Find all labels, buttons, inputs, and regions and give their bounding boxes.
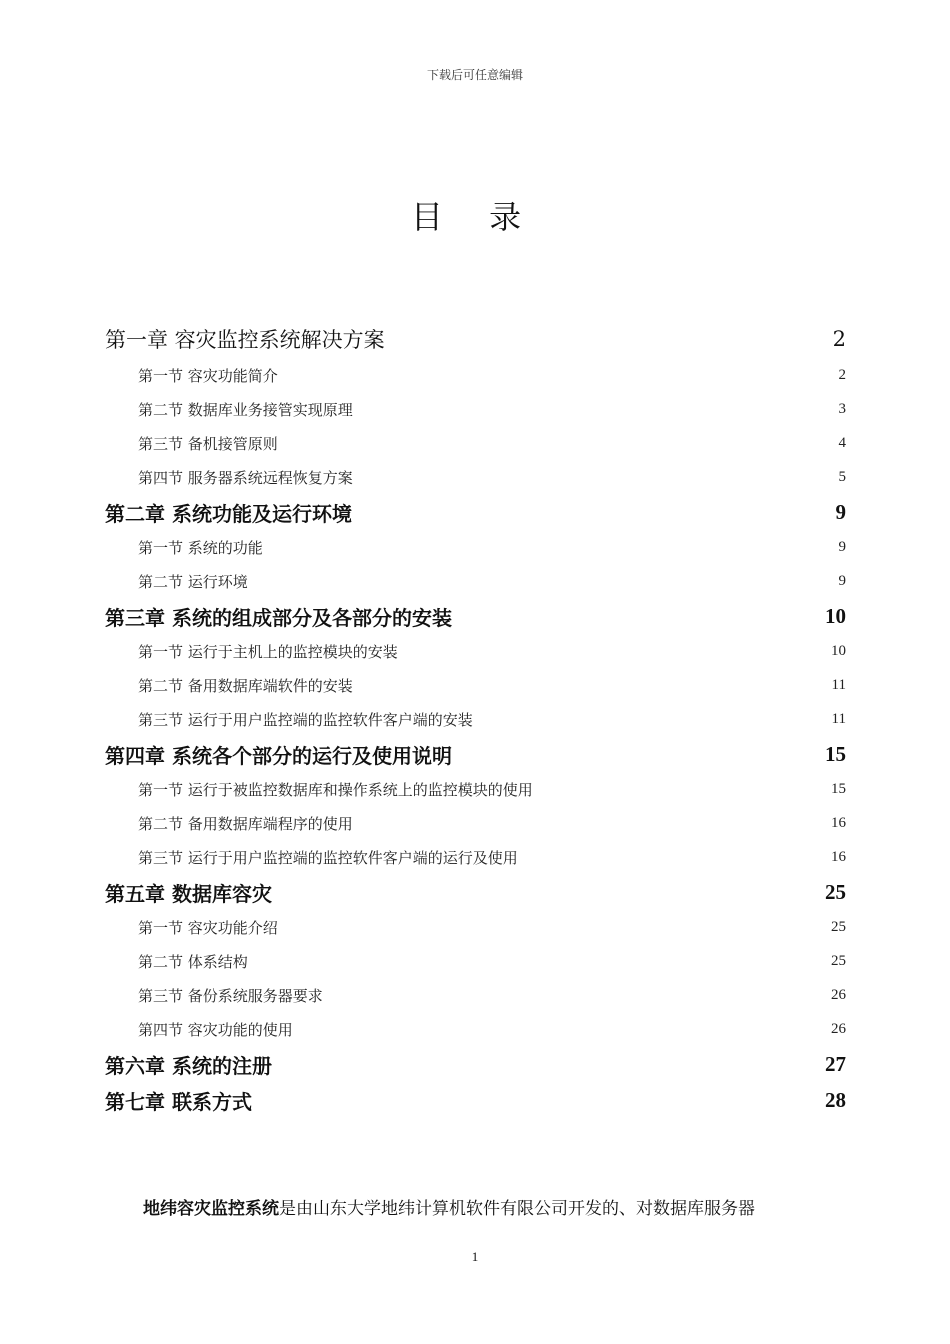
toc-section-row[interactable] xyxy=(105,634,846,668)
toc-section-row[interactable] xyxy=(105,392,846,426)
toc-entry-title: 第四章 系统各个部分的运行及使用说明 xyxy=(105,743,452,768)
toc-entry-page: 9 xyxy=(838,572,846,589)
toc-entry-title: 第三节 运行于用户监控端的监控软件客户端的安装 xyxy=(138,710,473,729)
toc-entry-page: 26 xyxy=(831,986,846,1003)
toc-section-row[interactable] xyxy=(105,806,846,840)
intro-paragraph xyxy=(105,1194,846,1219)
toc-section-row[interactable] xyxy=(105,668,846,702)
toc-entry-title: 第四节 服务器系统远程恢复方案 xyxy=(138,468,353,487)
toc-entry-title: 第三章 系统的组成部分及各部分的安装 xyxy=(105,605,452,630)
toc-entry-title: 第七章 联系方式 xyxy=(105,1089,252,1114)
toc-section-row[interactable] xyxy=(105,564,846,598)
toc-entry-page: 5 xyxy=(838,468,846,485)
toc-entry-title: 第二节 数据库业务接管实现原理 xyxy=(138,400,353,419)
toc-entry-page: 10 xyxy=(825,603,846,628)
toc-entry-title: 第二节 运行环境 xyxy=(138,572,248,591)
toc-entry-page: 16 xyxy=(831,848,846,865)
toc-section-row[interactable] xyxy=(105,978,846,1012)
toc-entry-page: 25 xyxy=(825,879,846,904)
toc-entry-title: 第四节 容灾功能的使用 xyxy=(138,1020,293,1039)
toc-entry-page: 2 xyxy=(832,327,846,351)
toc-entry-page: 28 xyxy=(825,1087,846,1112)
page-header: 下载后可任意编辑 xyxy=(426,68,523,82)
toc-entry-page: 16 xyxy=(831,814,846,831)
toc-section-row[interactable] xyxy=(105,1012,846,1046)
toc-section-row[interactable] xyxy=(105,772,846,806)
toc-chapter-row[interactable] xyxy=(105,320,846,358)
toc-entry-title: 第一节 容灾功能介绍 xyxy=(138,918,278,937)
toc-title: 目 录 xyxy=(410,198,540,236)
toc-chapter-row[interactable] xyxy=(105,598,846,634)
toc-entry-title: 第三节 运行于用户监控端的监控软件客户端的运行及使用 xyxy=(138,848,518,867)
toc-entry-page: 15 xyxy=(825,741,846,766)
table-of-contents xyxy=(105,320,846,1118)
toc-section-row[interactable] xyxy=(105,910,846,944)
toc-entry-page: 2 xyxy=(838,366,846,383)
toc-entry-title: 第二节 备用数据库端软件的安装 xyxy=(138,676,353,695)
toc-entry-title: 第一节 运行于被监控数据库和操作系统上的监控模块的使用 xyxy=(138,780,533,799)
toc-entry-page: 11 xyxy=(831,676,846,693)
toc-entry-page: 11 xyxy=(831,710,846,727)
toc-entry-page: 10 xyxy=(831,642,846,659)
toc-entry-title: 第六章 系统的注册 xyxy=(105,1053,272,1078)
toc-entry-title: 第一章 容灾监控系统解决方案 xyxy=(105,328,385,352)
toc-chapter-row[interactable] xyxy=(105,874,846,910)
toc-entry-page: 15 xyxy=(831,780,846,797)
toc-entry-title: 第一节 系统的功能 xyxy=(138,538,263,557)
toc-chapter-row[interactable] xyxy=(105,736,846,772)
toc-section-row[interactable] xyxy=(105,944,846,978)
toc-chapter-row[interactable] xyxy=(105,1046,846,1082)
toc-entry-page: 4 xyxy=(838,434,846,451)
toc-entry-title: 第一节 运行于主机上的监控模块的安装 xyxy=(138,642,398,661)
toc-section-row[interactable] xyxy=(105,840,846,874)
toc-entry-page: 3 xyxy=(838,400,846,417)
toc-entry-page: 9 xyxy=(835,499,846,524)
toc-section-row[interactable] xyxy=(105,530,846,564)
toc-entry-page: 25 xyxy=(831,952,846,969)
toc-section-row[interactable] xyxy=(105,460,846,494)
toc-chapter-row[interactable] xyxy=(105,1082,846,1118)
toc-entry-page: 27 xyxy=(825,1051,846,1076)
toc-entry-page: 26 xyxy=(831,1020,846,1037)
toc-entry-title: 第二章 系统功能及运行环境 xyxy=(105,501,352,526)
toc-entry-title: 第三节 备机接管原则 xyxy=(138,434,278,453)
toc-entry-title: 第一节 容灾功能简介 xyxy=(138,366,278,385)
toc-section-row[interactable] xyxy=(105,702,846,736)
toc-entry-page: 9 xyxy=(838,538,846,555)
toc-entry-title: 第二节 备用数据库端程序的使用 xyxy=(138,814,353,833)
toc-entry-title: 第三节 备份系统服务器要求 xyxy=(138,986,323,1005)
intro-text: 是由山东大学地纬计算机软件有限公司开发的、对数据库服务器 xyxy=(279,1199,755,1219)
toc-entry-title: 第二节 体系结构 xyxy=(138,952,248,971)
toc-section-row[interactable] xyxy=(105,426,846,460)
toc-chapter-row[interactable] xyxy=(105,494,846,530)
toc-entry-title: 第五章 数据库容灾 xyxy=(105,881,272,906)
product-name: 地纬容灾监控系统 xyxy=(143,1199,279,1219)
toc-section-row[interactable] xyxy=(105,358,846,392)
page-number: 1 xyxy=(471,1249,479,1264)
toc-entry-page: 25 xyxy=(831,918,846,935)
